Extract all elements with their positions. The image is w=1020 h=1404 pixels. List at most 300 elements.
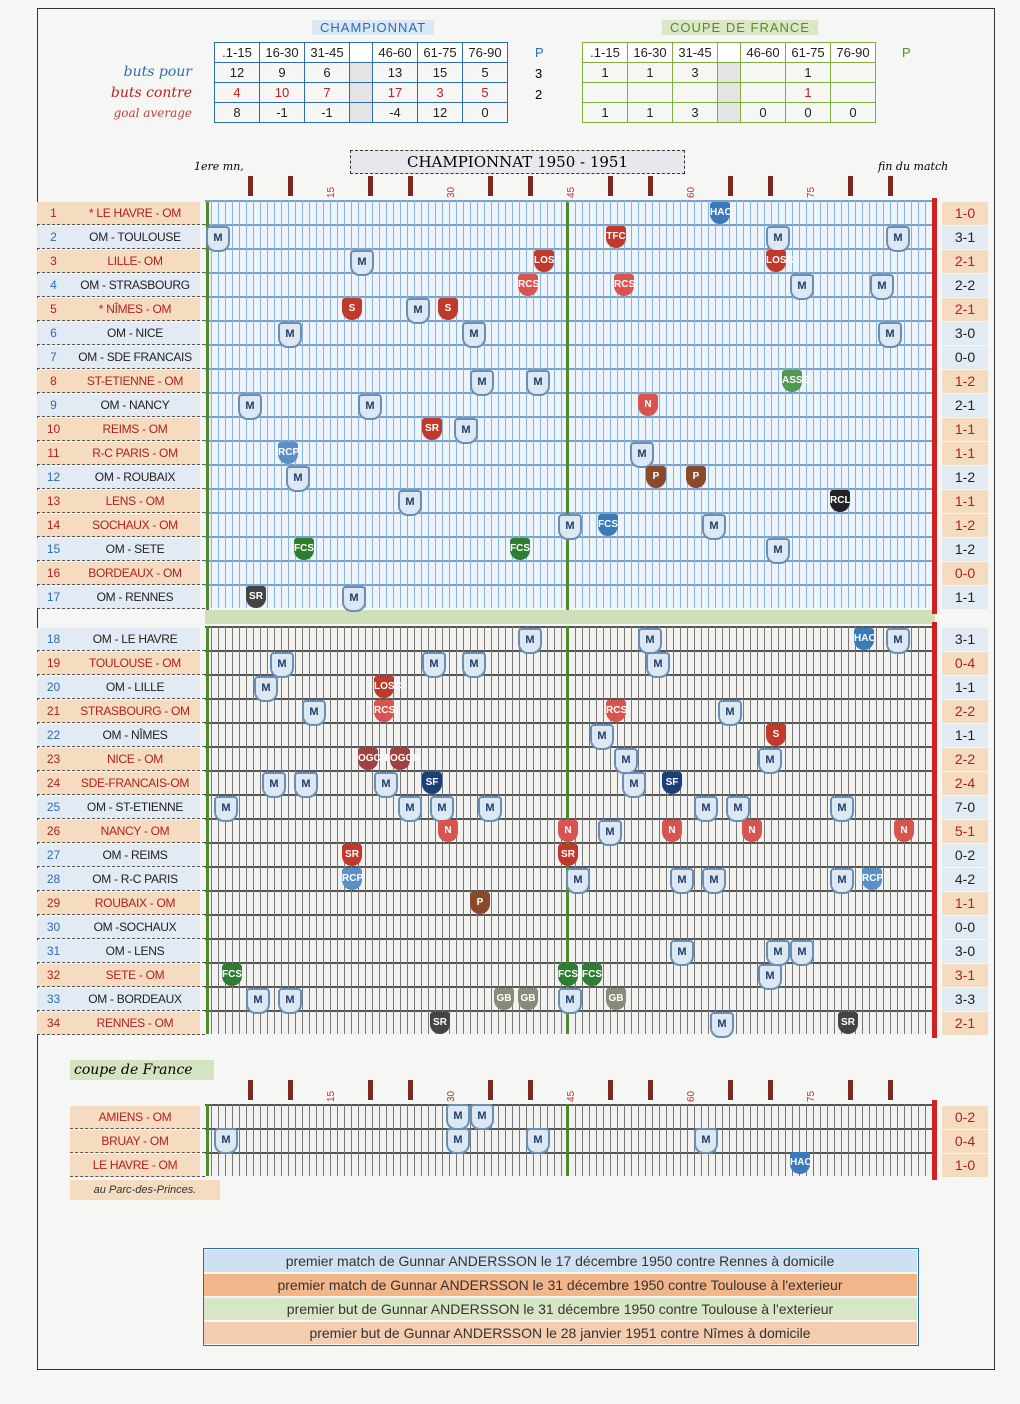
- om-goal-icon: M: [766, 538, 790, 564]
- om-goal-icon: M: [454, 418, 478, 444]
- match-name: OM - SETE: [70, 538, 200, 561]
- opponent-goal-icon: RCP: [342, 868, 362, 890]
- value-cell: -1: [260, 103, 305, 123]
- match-score: 1-1: [942, 724, 988, 747]
- row-divider: [37, 512, 205, 513]
- match-score: 0-0: [942, 562, 988, 585]
- match-number: 24: [37, 772, 70, 795]
- om-goal-icon: M: [670, 868, 694, 894]
- championnat-stats-table: [214, 42, 508, 123]
- match-name: OM - REIMS: [70, 844, 200, 867]
- coupe-note: au Parc-des-Princes.: [70, 1180, 220, 1200]
- match-name: SETE - OM: [70, 964, 200, 987]
- om-goal-icon: M: [526, 370, 550, 396]
- goal-average-row: [583, 103, 876, 123]
- match-score: 7-0: [942, 796, 988, 819]
- gap-cell: [718, 63, 741, 83]
- match-score: 2-1: [942, 298, 988, 321]
- value-cell: 0: [463, 103, 508, 123]
- om-goal-icon: M: [206, 226, 230, 252]
- om-goal-icon: M: [446, 1128, 470, 1154]
- buts-contre-row: [583, 83, 876, 103]
- match-number: 13: [37, 490, 70, 513]
- minute-tick-label: 60: [686, 186, 697, 198]
- match-number: 10: [37, 418, 70, 441]
- match-name: LENS - OM: [70, 490, 200, 513]
- match-name: OM - NÎMES: [70, 724, 200, 747]
- value-cell: 1: [628, 103, 673, 123]
- championnat-grid-first-half: [205, 200, 935, 608]
- om-goal-icon: M: [694, 796, 718, 822]
- opponent-goal-icon: S: [342, 298, 362, 320]
- om-goal-icon: M: [262, 772, 286, 798]
- match-score: 3-1: [942, 226, 988, 249]
- opponent-goal-icon: FCS: [222, 964, 242, 986]
- om-goal-icon: M: [638, 628, 662, 654]
- match-number: 25: [37, 796, 70, 819]
- match-number: 32: [37, 964, 70, 987]
- match-name: OM - LILLE: [70, 676, 200, 699]
- match-number: 22: [37, 724, 70, 747]
- om-goal-icon: M: [790, 274, 814, 300]
- coupe-title: COUPE DE FRANCE: [662, 20, 818, 35]
- kickoff-line: [206, 626, 209, 1034]
- full-time-line: [932, 622, 937, 1038]
- match-name: REIMS - OM: [70, 418, 200, 441]
- match-score: 1-1: [942, 442, 988, 465]
- match-number: 28: [37, 868, 70, 891]
- value-cell: 1: [786, 83, 831, 103]
- value-cell: 4: [215, 83, 260, 103]
- match-number: 27: [37, 844, 70, 867]
- interval-cell: 31-45: [305, 43, 350, 63]
- value-cell: 3: [673, 103, 718, 123]
- minute-tick: [608, 176, 613, 196]
- match-number: 18: [37, 628, 70, 651]
- championnat-p-contre: 2: [535, 87, 543, 102]
- match-score: 3-3: [942, 988, 988, 1011]
- om-goal-icon: M: [294, 772, 318, 798]
- om-goal-icon: M: [342, 586, 366, 612]
- interval-cell: 76-90: [463, 43, 508, 63]
- minute-tick: [488, 1080, 493, 1100]
- interval-header-row: [583, 43, 876, 63]
- opponent-goal-icon: LOSC: [766, 250, 786, 272]
- row-divider: [37, 674, 205, 675]
- match-name: OM - NANCY: [70, 394, 200, 417]
- match-number: 23: [37, 748, 70, 771]
- minute-tick-label: 75: [806, 186, 817, 198]
- minute-tick: [248, 176, 253, 196]
- value-cell: 1: [583, 103, 628, 123]
- om-goal-icon: M: [790, 940, 814, 966]
- championnat-p-header: P: [535, 45, 544, 60]
- match-number: 2: [37, 226, 70, 249]
- om-goal-icon: M: [558, 988, 582, 1014]
- match-score: 2-2: [942, 748, 988, 771]
- label-buts-pour: buts pour: [123, 64, 192, 80]
- row-divider: [37, 938, 205, 939]
- kickoff-line: [206, 1104, 209, 1176]
- minute-tick: [408, 1080, 413, 1100]
- opponent-goal-icon: N: [742, 820, 762, 842]
- legend-line: premier match de Gunnar ANDERSSON le 17 décembre 1950 contre Rennes à domicile: [203, 1250, 917, 1272]
- cup-match-name: LE HAVRE - OM: [70, 1154, 200, 1177]
- match-number: 19: [37, 652, 70, 675]
- om-goal-icon: M: [462, 652, 486, 678]
- match-name: OM - ROUBAIX: [70, 466, 200, 489]
- minute-tick: [768, 1080, 773, 1100]
- om-goal-icon: M: [710, 1012, 734, 1038]
- opponent-goal-icon: P: [646, 466, 666, 488]
- match-name: OM - R-C PARIS: [70, 868, 200, 891]
- row-divider: [37, 296, 205, 297]
- coupe-grid: [205, 1104, 935, 1176]
- value-cell: -1: [305, 103, 350, 123]
- row-divider: [37, 986, 205, 987]
- row-divider: [37, 890, 205, 891]
- opponent-goal-icon: RCP: [278, 442, 298, 464]
- row-divider: [37, 698, 205, 699]
- opponent-goal-icon: SR: [246, 586, 266, 608]
- match-name: RENNES - OM: [70, 1012, 200, 1035]
- match-name: * NÎMES - OM: [70, 298, 200, 321]
- opponent-goal-icon: GB: [606, 988, 626, 1010]
- minute-tick: [608, 1080, 613, 1100]
- minute-tick-label: 15: [326, 1090, 337, 1102]
- opponent-goal-icon: HAC: [790, 1152, 810, 1174]
- interval-cell: .1-15: [583, 43, 628, 63]
- match-score: 2-4: [942, 772, 988, 795]
- match-number: 9: [37, 394, 70, 417]
- match-score: 5-1: [942, 820, 988, 843]
- om-goal-icon: M: [702, 514, 726, 540]
- minute-tick: [528, 176, 533, 196]
- match-name: OM - RENNES: [70, 586, 200, 609]
- minute-tick: [368, 176, 373, 196]
- om-goal-icon: M: [886, 628, 910, 654]
- goal-average-row: [215, 103, 508, 123]
- opponent-goal-icon: P: [470, 892, 490, 914]
- om-goal-icon: M: [270, 652, 294, 678]
- minute-tick-label: 30: [446, 1090, 457, 1102]
- opponent-goal-icon: SR: [558, 844, 578, 866]
- opponent-goal-icon: SF: [422, 772, 442, 794]
- season-half-separator: [205, 610, 935, 624]
- minute-tick: [648, 176, 653, 196]
- value-cell: 8: [215, 103, 260, 123]
- match-score: 1-1: [942, 586, 988, 609]
- halftime-line: [566, 1104, 569, 1176]
- om-goal-icon: M: [646, 652, 670, 678]
- om-goal-icon: M: [670, 940, 694, 966]
- row-divider: [37, 584, 205, 585]
- opponent-goal-icon: N: [894, 820, 914, 842]
- match-number: 5: [37, 298, 70, 321]
- minute-tick: [408, 176, 413, 196]
- row-divider: [37, 818, 205, 819]
- match-score: 2-1: [942, 1012, 988, 1035]
- interval-cell: 46-60: [373, 43, 418, 63]
- opponent-goal-icon: P: [686, 466, 706, 488]
- row-divider: [37, 770, 205, 771]
- match-name: OM - LENS: [70, 940, 200, 963]
- om-goal-icon: M: [566, 868, 590, 894]
- minute-tick: [248, 1080, 253, 1100]
- coupe-p-header: P: [902, 45, 911, 60]
- match-number: 21: [37, 700, 70, 723]
- match-score: 1-0: [942, 202, 988, 225]
- row-divider: [37, 536, 205, 537]
- match-number: 12: [37, 466, 70, 489]
- match-score: 3-1: [942, 628, 988, 651]
- minute-tick: [288, 176, 293, 196]
- match-score: 1-1: [942, 676, 988, 699]
- match-score: 1-2: [942, 466, 988, 489]
- om-goal-icon: M: [886, 226, 910, 252]
- gap-cell: [350, 43, 373, 63]
- match-number: 11: [37, 442, 70, 465]
- coupe-section-title: coupe de France: [70, 1060, 214, 1080]
- match-name: LILLE- OM: [70, 250, 200, 273]
- value-cell: 0: [831, 103, 876, 123]
- om-goal-icon: M: [470, 370, 494, 396]
- match-name: SDE-FRANCAIS-OM: [70, 772, 200, 795]
- cup-match-name: AMIENS - OM: [70, 1106, 200, 1129]
- om-goal-icon: M: [462, 322, 486, 348]
- om-goal-icon: M: [718, 700, 742, 726]
- opponent-goal-icon: N: [662, 820, 682, 842]
- match-number: 1: [37, 202, 70, 225]
- value-cell: 15: [418, 63, 463, 83]
- match-number: 33: [37, 988, 70, 1011]
- cup-match-name: BRUAY - OM: [70, 1130, 200, 1153]
- om-goal-icon: M: [630, 442, 654, 468]
- value-cell: 3: [673, 63, 718, 83]
- buts-pour-row: [215, 63, 508, 83]
- opponent-goal-icon: RCS: [606, 700, 626, 722]
- interval-cell: 61-75: [786, 43, 831, 63]
- match-score: 3-0: [942, 940, 988, 963]
- minute-tick: [488, 176, 493, 196]
- om-goal-icon: M: [278, 988, 302, 1014]
- match-name: OM - TOULOUSE: [70, 226, 200, 249]
- value-cell: [741, 63, 786, 83]
- match-score: 1-2: [942, 538, 988, 561]
- row-divider: [37, 842, 205, 843]
- value-cell: 0: [741, 103, 786, 123]
- om-goal-icon: M: [470, 1104, 494, 1130]
- legend-box: [203, 1248, 919, 1346]
- match-score: 0-0: [942, 346, 988, 369]
- match-number: 30: [37, 916, 70, 939]
- gap-cell: [350, 103, 373, 123]
- om-goal-icon: M: [254, 676, 278, 702]
- om-goal-icon: M: [358, 394, 382, 420]
- cup-match-score: 0-2: [942, 1106, 988, 1129]
- row-divider: [37, 272, 205, 273]
- minute-tick-label: 45: [566, 1090, 577, 1102]
- om-goal-icon: M: [430, 796, 454, 822]
- match-score: 1-1: [942, 490, 988, 513]
- match-score: 2-1: [942, 394, 988, 417]
- om-goal-icon: M: [702, 868, 726, 894]
- opponent-goal-icon: RCP: [862, 868, 882, 890]
- value-cell: [628, 83, 673, 103]
- opponent-goal-icon: HAC: [710, 202, 730, 224]
- value-cell: -4: [373, 103, 418, 123]
- minute-tick-label: 15: [326, 186, 337, 198]
- match-number: 31: [37, 940, 70, 963]
- value-cell: 1: [628, 63, 673, 83]
- minute-tick: [888, 1080, 893, 1100]
- opponent-goal-icon: S: [766, 724, 786, 746]
- match-number: 3: [37, 250, 70, 273]
- opponent-goal-icon: FCS: [294, 538, 314, 560]
- legend-line: premier match de Gunnar ANDERSSON le 31 décembre 1950 contre Toulouse à l'exterieur: [203, 1274, 917, 1296]
- row-divider: [37, 962, 205, 963]
- opponent-goal-icon: FCS: [582, 964, 602, 986]
- value-cell: 12: [418, 103, 463, 123]
- value-cell: [741, 83, 786, 103]
- opponent-goal-icon: FCS: [558, 964, 578, 986]
- championnat-p-pour: 3: [535, 66, 543, 81]
- om-goal-icon: M: [598, 820, 622, 846]
- opponent-goal-icon: RCS: [518, 274, 538, 296]
- opponent-goal-icon: SR: [422, 418, 442, 440]
- row-divider: [70, 1152, 205, 1153]
- row-divider: [37, 248, 205, 249]
- gap-cell: [718, 83, 741, 103]
- opponent-goal-icon: SR: [838, 1012, 858, 1034]
- interval-cell: 16-30: [260, 43, 305, 63]
- match-score: 2-2: [942, 274, 988, 297]
- opponent-goal-icon: OGCN: [390, 748, 410, 770]
- value-cell: 3: [418, 83, 463, 103]
- row-divider: [37, 320, 205, 321]
- match-name: BORDEAUX - OM: [70, 562, 200, 585]
- match-number: 8: [37, 370, 70, 393]
- value-cell: 1: [786, 63, 831, 83]
- opponent-goal-icon: FCS: [598, 514, 618, 536]
- om-goal-icon: M: [478, 796, 502, 822]
- full-time-line: [932, 198, 937, 614]
- interval-cell: 76-90: [831, 43, 876, 63]
- minute-tick: [848, 1080, 853, 1100]
- interval-cell: .1-15: [215, 43, 260, 63]
- minute-tick: [848, 176, 853, 196]
- opponent-goal-icon: SF: [662, 772, 682, 794]
- om-goal-icon: M: [766, 940, 790, 966]
- label-buts-contre: buts contre: [110, 85, 192, 101]
- minute-tick: [288, 1080, 293, 1100]
- om-goal-icon: M: [238, 394, 262, 420]
- match-number: 15: [37, 538, 70, 561]
- minute-tick: [888, 176, 893, 196]
- row-divider: [37, 488, 205, 489]
- row-divider: [37, 224, 205, 225]
- row-divider: [37, 368, 205, 369]
- interval-cell: 31-45: [673, 43, 718, 63]
- match-number: 17: [37, 586, 70, 609]
- minute-tick-label: 45: [566, 186, 577, 198]
- interval-cell: 16-30: [628, 43, 673, 63]
- match-name: STRASBOURG - OM: [70, 700, 200, 723]
- opponent-goal-icon: LOSC: [534, 250, 554, 272]
- om-goal-icon: M: [622, 772, 646, 798]
- match-score: 2-1: [942, 250, 988, 273]
- match-score: 3-1: [942, 964, 988, 987]
- om-goal-icon: M: [526, 1128, 550, 1154]
- minute-tick-label: 60: [686, 1090, 697, 1102]
- row-divider: [37, 464, 205, 465]
- label-goal-average: goal average: [113, 106, 192, 120]
- row-divider: [37, 650, 205, 651]
- om-goal-icon: M: [406, 298, 430, 324]
- match-number: 20: [37, 676, 70, 699]
- om-goal-icon: M: [766, 226, 790, 252]
- minute-tick: [648, 1080, 653, 1100]
- value-cell: 5: [463, 63, 508, 83]
- om-goal-icon: M: [214, 1128, 238, 1154]
- value-cell: 9: [260, 63, 305, 83]
- row-divider: [37, 722, 205, 723]
- match-number: 29: [37, 892, 70, 915]
- opponent-goal-icon: SR: [430, 1012, 450, 1034]
- value-cell: 6: [305, 63, 350, 83]
- match-number: 34: [37, 1012, 70, 1035]
- value-cell: 1: [583, 63, 628, 83]
- om-goal-icon: M: [446, 1104, 470, 1130]
- value-cell: [673, 83, 718, 103]
- match-name: NANCY - OM: [70, 820, 200, 843]
- match-number: 14: [37, 514, 70, 537]
- buts-contre-row: [215, 83, 508, 103]
- match-name: TOULOUSE - OM: [70, 652, 200, 675]
- match-name: OM - STRASBOURG: [70, 274, 200, 297]
- coupe-stats-table: [582, 42, 876, 123]
- om-goal-icon: M: [590, 724, 614, 750]
- om-goal-icon: M: [286, 466, 310, 492]
- gap-cell: [350, 83, 373, 103]
- match-number: 6: [37, 322, 70, 345]
- kickoff-line: [206, 202, 209, 610]
- om-goal-icon: M: [214, 796, 238, 822]
- om-goal-icon: M: [350, 250, 374, 276]
- value-cell: 13: [373, 63, 418, 83]
- om-goal-icon: M: [558, 514, 582, 540]
- interval-header-row: [215, 43, 508, 63]
- opponent-goal-icon: OGCN: [358, 748, 378, 770]
- om-goal-icon: M: [278, 322, 302, 348]
- match-name: SOCHAUX - OM: [70, 514, 200, 537]
- match-score: 1-1: [942, 892, 988, 915]
- main-title: CHAMPIONNAT 1950 - 1951: [350, 150, 685, 174]
- opponent-goal-icon: RCL: [830, 490, 850, 512]
- match-number: 16: [37, 562, 70, 585]
- om-goal-icon: M: [694, 1128, 718, 1154]
- minute-tick: [368, 1080, 373, 1100]
- match-number: 26: [37, 820, 70, 843]
- row-divider: [37, 914, 205, 915]
- om-goal-icon: M: [830, 796, 854, 822]
- interval-cell: 61-75: [418, 43, 463, 63]
- om-goal-icon: M: [374, 772, 398, 798]
- om-goal-icon: M: [726, 796, 750, 822]
- match-score: 0-4: [942, 652, 988, 675]
- om-goal-icon: M: [246, 988, 270, 1014]
- match-name: ROUBAIX - OM: [70, 892, 200, 915]
